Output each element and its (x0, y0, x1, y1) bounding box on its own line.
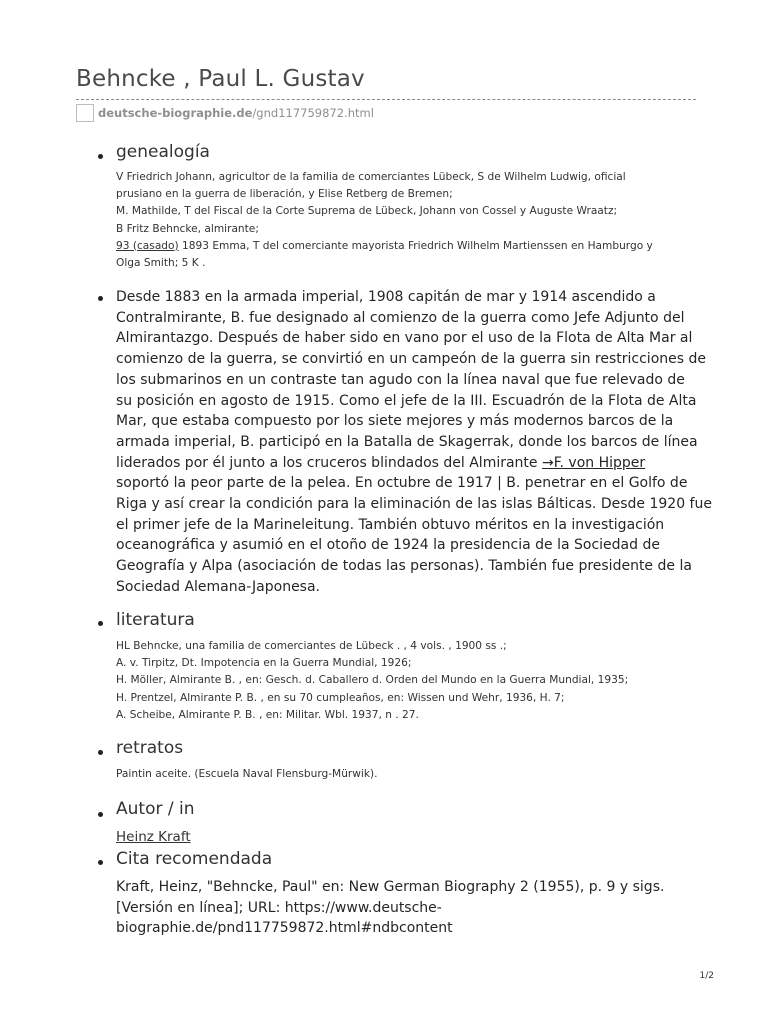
text-line: H. Prentzel, Almirante P. B. , en su 70 cumpleaños, en: Wissen und Wehr, 1936, H. 7; (116, 691, 565, 704)
portraits-heading: retratos (116, 738, 184, 758)
literature-text (116, 638, 696, 724)
bullet-icon (98, 154, 103, 159)
author-link[interactable]: Heinz Kraft (116, 829, 191, 845)
arrow-icon: → (541, 454, 554, 471)
page-number: 1/2 (699, 971, 714, 981)
marriage-link[interactable]: 93 (casado) (116, 239, 179, 252)
text-line: B Fritz Behncke, almirante; (116, 222, 259, 235)
bullet-icon (98, 621, 103, 626)
text-line: oceanográfica y asumió en el otoño de 1924 la presidencia de la Sociedad de (116, 537, 660, 554)
literature-heading: literatura (116, 610, 195, 630)
source-domain: deutsche-biographie.de (98, 106, 253, 120)
author-text (116, 829, 696, 847)
text-line: su posición en agosto de 1915. Como el jefe de la III. Escuadrón de la Flota de Alta (116, 392, 697, 409)
text-line: Almirantazgo. Después de haber sido en vano por el uso de la Flota de Alta Mar al (116, 330, 693, 347)
text-line: A. Scheibe, Almirante P. B. , en: Militar. Wbl. 1937, n . 27. (116, 708, 419, 721)
bullet-icon (98, 750, 103, 755)
title-divider (76, 99, 696, 100)
bullet-icon (98, 860, 103, 865)
text-line: el primer jefe de la Marineleitung. También obtuvo méritos en la investigación (116, 516, 665, 533)
text-line: liderados por él junto a los cruceros blindados del Almirante →F. von Hipper (116, 454, 646, 471)
biography-text (116, 287, 712, 598)
source-link[interactable] (76, 104, 374, 122)
text-line: [Versión en línea]; URL: https://www.deutsche- (116, 899, 442, 916)
text-line: Geografía y Alpa (asociación de todas las personas). También fue presidente de la (116, 558, 692, 575)
portraits-text (116, 766, 696, 783)
bullet-icon (98, 296, 103, 301)
text-line: los submarinos en un contraste tan agudo con la línea naval que fue relevado de (116, 371, 685, 388)
text-line: biographie.de/pnd117759872.html#ndbcontent (116, 920, 453, 937)
text-line: soportó la peor parte de la pelea. En octubre de 1917 | B. penetrar en el Golfo de (116, 475, 688, 492)
text-line: Kraft, Heinz, "Behncke, Paul" en: New German Biography 2 (1955), p. 9 y sigs. (116, 879, 665, 895)
text-line: M. Mathilde, T del Fiscal de la Corte Suprema de Lübeck, Johann von Cossel y Auguste Wraatz; (116, 205, 618, 218)
genealogy-text (116, 169, 696, 272)
text-line: Contralmirante, B. fue designado al comienzo de la guerra como Jefe Adjunto del (116, 309, 685, 326)
genealogy-heading: genealogía (116, 142, 210, 162)
text-line: HL Behncke, una familia de comerciantes de Lübeck . , 4 vols. , 1900 ss .; (116, 640, 507, 652)
text-line: comienzo de la guerra, se convirtió en un campeón de la guerra sin restricciones de (116, 351, 706, 368)
text-line: Paintin aceite. (Escuela Naval Flensburg-Mürwik). (116, 768, 378, 780)
source-path: /gnd117759872.html (252, 106, 374, 120)
text-line: A. v. Tirpitz, Dt. Impotencia en la Guerra Mundial, 1926; (116, 657, 412, 670)
page-title: Behncke , Paul L. Gustav (76, 66, 365, 92)
text-line: V Friedrich Johann, agricultor de la familia de comerciantes Lübeck, S de Wilhelm Ludwig, oficial (116, 171, 626, 183)
text-line: Desde 1883 en la armada imperial, 1908 capitán de mar y 1914 ascendido a (116, 289, 656, 305)
citation-text (116, 877, 702, 939)
text-line: Riga y así crear la condición para la eliminación de las islas Bálticas. Desde 1920 fue (116, 496, 712, 513)
text-line: prusiano en la guerra de liberación, y Elise Retberg de Bremen; (116, 188, 453, 201)
citation-heading: Cita recomendada (116, 849, 273, 869)
hipper-link[interactable]: →F. von Hipper (541, 454, 646, 471)
text-line: armada imperial, B. participó en la Batalla de Skagerrak, donde los barcos de línea (116, 433, 698, 450)
text-line: 93 (casado) 1893 Emma, T del comerciante mayorista Friedrich Wilhelm Martienssen en Hamburgo y (116, 239, 653, 252)
text-line: Sociedad Alemana-Japonesa. (116, 578, 321, 595)
text-line: Mar, que estaba compuesto por los siete mejores y más modernos barcos de la (116, 413, 674, 430)
text-line: H. Möller, Almirante B. , en: Gesch. d. Caballero d. Orden del Mundo en la Guerra Mundial, 1935; (116, 674, 629, 687)
bullet-icon (98, 812, 103, 817)
author-heading: Autor / in (116, 799, 195, 819)
favicon-icon (76, 104, 94, 122)
text-line: Olga Smith; 5 K . (116, 257, 206, 270)
